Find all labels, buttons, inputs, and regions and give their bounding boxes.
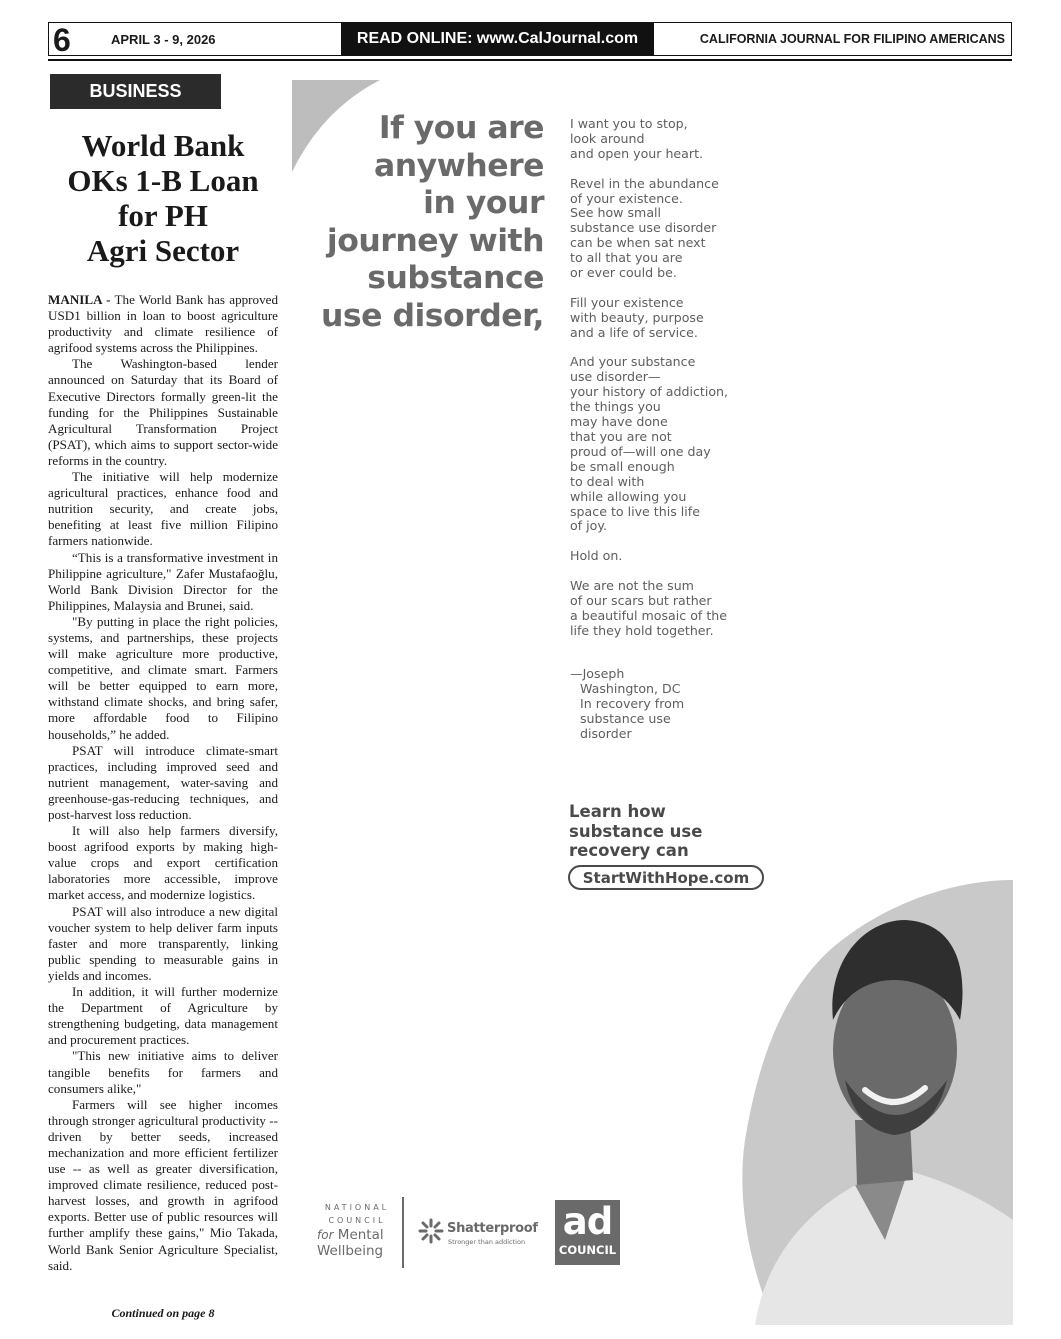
poem-line: while allowing you — [570, 488, 687, 504]
poem-line: life they hold together. — [570, 622, 714, 638]
issue-date: APRIL 3 - 9, 2026 — [111, 32, 216, 47]
masthead-rule — [48, 59, 1012, 61]
masthead — [48, 22, 1012, 56]
article-paragraph: The initiative will help modernize agricultural practices, enhance food and nutrition security, and create jobs, benefiting at least five million Filipino farmers nationwide. — [48, 469, 278, 549]
section-badge: BUSINESS — [50, 74, 221, 109]
starburst-icon — [418, 1218, 444, 1244]
article-paragraph: In addition, it will further modernize the Department of Agriculture by strengthening budgeting, data management and procurement practices. — [48, 984, 278, 1048]
ncmw-council: COUNCIL — [328, 1216, 386, 1225]
ad-call-to-action — [569, 802, 769, 861]
ncmw-for: for — [317, 1228, 334, 1242]
ncmw-mental — [317, 1227, 397, 1243]
ncmw-national: NATIONAL — [324, 1203, 390, 1212]
article-paragraph: The Washington-based lender announced on Saturday that its Board of Executive Directors formally green-lit the funding for the Philippines Sustainable Agricultural Transformation Project (PSAT), which aims to support sector-wide reforms in the country. — [48, 356, 278, 468]
article-paragraph: “This is a transformative investment in Philippine agriculture," Zafer Mustafaoğlu, World Bank Division Director for the Philippines, Malaysia and Brunei, said. — [48, 549, 278, 613]
poem-line: See how small — [570, 205, 662, 221]
headline-line: for PH — [118, 198, 208, 233]
poem-stanza — [570, 177, 760, 281]
poem-line: and a life of service. — [570, 324, 698, 340]
poem-line: to all that you are — [570, 250, 683, 266]
ad-headline-line: anywhere — [373, 147, 544, 184]
attribution-line: substance use — [580, 710, 671, 726]
poem-stanza — [570, 296, 760, 341]
poem-attribution — [570, 667, 760, 742]
ad-council-council: COUNCIL — [558, 1243, 617, 1257]
poem-stanza — [570, 549, 760, 564]
ad-poem — [570, 117, 760, 654]
ad-council-ad: ad — [562, 1200, 613, 1243]
dateline: MANILA - — [48, 292, 111, 307]
article-paragraph — [48, 292, 278, 356]
poem-line: with beauty, purpose — [570, 309, 704, 325]
continued-link[interactable]: Continued on page 8 — [111, 1306, 215, 1320]
poem-line: substance use disorder — [570, 220, 717, 236]
article-paragraph: "This new initiative aims to deliver tangible benefits for farmers and consumers alike," — [48, 1048, 278, 1096]
poem-line: to deal with — [570, 473, 645, 489]
poem-line: use disorder— — [570, 369, 661, 385]
headline-line: OKs 1-B Loan — [67, 163, 259, 198]
poem-line: a beautiful mosaic of the — [570, 607, 728, 623]
poem-line: or ever could be. — [570, 265, 677, 281]
poem-line: that you are not — [570, 428, 672, 444]
read-online-link[interactable]: READ ONLINE: www.CalJournal.com — [341, 22, 654, 56]
article-body — [48, 292, 278, 1274]
ad-headline-line: journey with — [326, 222, 544, 259]
poem-line: may have done — [570, 414, 668, 430]
logo-divider — [402, 1197, 404, 1268]
poem-stanza — [570, 117, 760, 162]
ad-headline — [300, 110, 544, 335]
headline-line: World Bank — [81, 128, 245, 163]
article-paragraph: "By putting in place the right policies, systems, and partnerships, these projects will make agriculture more productive, competitive, and climate smart. Farmers will be better equipped to earn more, withstand climate shocks, and bring safer, more affordable food to Filipino households,” he added. — [48, 613, 278, 742]
ad-headline-line: in your — [423, 185, 544, 221]
poem-line: Revel in the abundance — [570, 175, 719, 191]
poem-line: I want you to stop, — [570, 116, 688, 131]
poem-line: of our scars but rather — [570, 592, 712, 608]
poem-line: proud of—will one day — [570, 443, 711, 459]
article-lead: The World Bank has approved USD1 billion in loan to boost agriculture productivity and climate resilience of agrifood systems across the Philippines. — [48, 292, 278, 356]
poem-line: of joy. — [570, 518, 608, 534]
national-council-mental-wellbeing-logo — [317, 1201, 397, 1259]
poem-stanza — [570, 579, 760, 639]
cta-line: substance use — [569, 821, 703, 841]
ncmw-wellbeing: Wellbeing — [317, 1243, 384, 1259]
page-number: 6 — [53, 22, 71, 58]
article-paragraph: PSAT will introduce climate-smart practices, including improved seed and nutrient management, water-saving and greenhouse-gas-reducing techniques, and post-harvest loss reduction. — [48, 742, 278, 822]
article-paragraph: PSAT will also introduce a new digital voucher system to help deliver farm inputs faster and more transparently, linking public spending to measurable gains in yields and incomes. — [48, 903, 278, 983]
shatterproof-name: Shatterproof — [447, 1221, 538, 1236]
poem-line: And your substance — [570, 354, 696, 370]
publication-name: CALIFORNIA JOURNAL FOR FILIPINO AMERICANS — [699, 32, 1005, 46]
poem-line: and open your heart. — [570, 145, 704, 161]
poem-stanza — [570, 355, 760, 534]
ad-council-logo — [555, 1200, 620, 1265]
poem-line: Fill your existence — [570, 294, 684, 310]
poem-line: of your existence. — [570, 190, 683, 206]
shatterproof-tagline: Stronger than addiction — [448, 1238, 526, 1246]
attribution-line: —Joseph — [570, 666, 625, 681]
poem-line: look around — [570, 130, 645, 146]
cta-line: Learn how — [569, 802, 666, 821]
cta-line: recovery can — [569, 841, 689, 861]
ad-headline-line: use disorder, — [320, 297, 544, 334]
article-paragraph: Farmers will see higher incomes through stronger agricultural productivity -- driven by better seeds, increased mechanization and more efficient fertilizer use -- as well as greater diversification, improved climate resilience, reduced post-harvest losses, and growth in agrifood exports. Better use of public resources will further amplify these gains," Mio Takada, World Bank Senior Agriculture Specialist, said. — [48, 1096, 278, 1273]
attribution-line: Washington, DC — [580, 680, 681, 696]
poem-line: the things you — [570, 399, 661, 415]
article-paragraph: It will also help farmers diversify, boost agrifood exports by making high-value crops and export certification laboratories more accessible, improve market access, and modernize logistics. — [48, 823, 278, 903]
poem-line: Hold on. — [570, 548, 623, 564]
poem-line: your history of addiction, — [570, 384, 729, 400]
ad-headline-line: substance — [367, 260, 544, 296]
ad-headline-line: If you are — [378, 110, 544, 146]
attribution-line: In recovery from — [580, 695, 685, 711]
poem-line: be small enough — [570, 458, 675, 474]
start-with-hope-link[interactable]: StartWithHope.com — [568, 865, 764, 890]
headline-line: Agri Sector — [86, 233, 240, 268]
attribution-line: disorder — [580, 725, 632, 741]
poem-line: can be when sat next — [570, 235, 706, 251]
poem-line: We are not the sum — [570, 578, 694, 594]
ncmw-mental-text: Mental — [337, 1227, 384, 1243]
article-headline — [48, 128, 278, 268]
poem-line: space to live this life — [570, 503, 700, 519]
man-portrait-image — [735, 880, 1013, 1325]
